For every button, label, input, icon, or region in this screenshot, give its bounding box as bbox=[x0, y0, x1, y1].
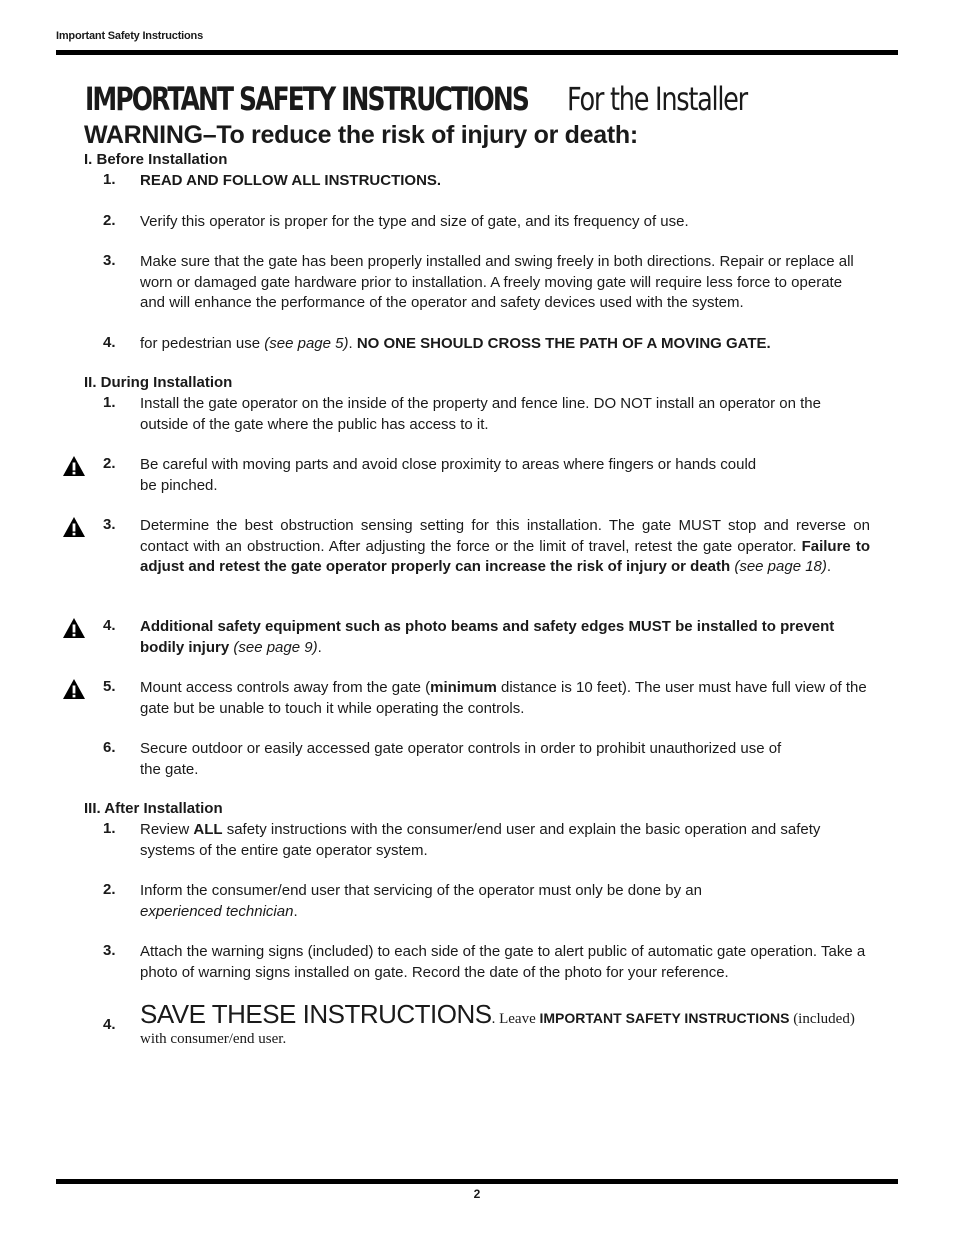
item-text: Mount access controls away from the gate ( bbox=[140, 679, 431, 696]
item-text: . bbox=[348, 335, 357, 352]
item-italic-text: experienced technician bbox=[140, 902, 294, 920]
section-heading-before: I. Before Installation bbox=[84, 151, 228, 168]
list-item-text bbox=[140, 617, 870, 658]
title-light: For the Installer bbox=[566, 80, 747, 118]
list-item-text: Install the gate operator on the inside of the property and fence line. DO NOT install an operator on the outside of the gate where the public has access to it. bbox=[140, 395, 821, 433]
list-item-text bbox=[140, 739, 870, 780]
item-text: safety instructions with the consumer/end user and explain the basic operation and safety systems of the entire gate operator system. bbox=[140, 821, 821, 859]
item-text: (included) bbox=[789, 1011, 855, 1027]
text-line: Be careful with moving parts and avoid close proximity to areas where fingers or hands could bbox=[140, 456, 757, 473]
text-line: Secure outdoor or easily accessed gate operator controls in order to prohibit unauthorized use of bbox=[140, 740, 782, 757]
list-item-text bbox=[140, 334, 870, 355]
item-text: Review bbox=[140, 821, 194, 838]
item-number: 4. bbox=[103, 1016, 116, 1033]
item-bold-text: Failure to adjust and retest the gate operator properly can increase the risk of injury or death bbox=[140, 537, 870, 575]
page-reference: (see page 5) bbox=[264, 335, 349, 352]
item-bold-text: Additional safety equipment such as photo beams and safety edges MUST be installed to prevent bodily injury bbox=[140, 618, 835, 656]
item-text: . bbox=[293, 902, 298, 920]
list-item-text bbox=[140, 171, 870, 192]
item-text: distance is 10 feet). The user must have full view of the gate but be unable to touch it while operating the controls. bbox=[140, 679, 867, 717]
text-line: Inform the consumer/end user that servicing of the operator must only be done by an bbox=[140, 882, 702, 899]
running-head: Important Safety Instructions bbox=[56, 30, 203, 42]
item-bold-text: IMPORTANT SAFETY INSTRUCTIONS bbox=[539, 1010, 790, 1026]
item-number: 3. bbox=[103, 942, 116, 959]
warning-triangle-icon bbox=[62, 455, 86, 477]
item-bold-text: ALL bbox=[193, 821, 223, 838]
item-number: 1. bbox=[103, 394, 116, 411]
list-item-text bbox=[140, 881, 870, 922]
page-title bbox=[85, 80, 792, 118]
item-number: 2. bbox=[103, 455, 116, 472]
warning-triangle-icon bbox=[62, 516, 86, 538]
item-number: 4. bbox=[103, 617, 116, 634]
warning-triangle-icon bbox=[62, 678, 86, 700]
title-bold: IMPORTANT SAFETY INSTRUCTIONS bbox=[85, 80, 529, 118]
text-line: be pinched. bbox=[140, 476, 218, 494]
item-text: . bbox=[317, 638, 322, 656]
item-bold-text: NO ONE SHOULD CROSS THE PATH OF A MOVING GATE. bbox=[356, 335, 771, 352]
list-item-text: Verify this operator is proper for the type and size of gate, and its frequency of use. bbox=[140, 213, 689, 230]
item-bold-text: READ AND FOLLOW ALL INSTRUCTIONS. bbox=[140, 172, 442, 189]
item-number: 2. bbox=[103, 881, 116, 898]
item-text: Determine the best obstruction sensing setting for this installation. The gate MUST stop and reverse on contact with an obstruction. After adjusting the force or the limit of travel, retest the gate operator. bbox=[140, 517, 870, 555]
list-item-text bbox=[140, 516, 870, 578]
list-item-text bbox=[140, 678, 870, 719]
item-number: 2. bbox=[103, 212, 116, 229]
header-rule bbox=[56, 50, 898, 55]
list-item-text: Attach the warning signs (included) to each side of the gate to alert public of automatic gate operation. Take a photo of warning signs installed on gate. Record the date of the photo for your reference. bbox=[140, 943, 866, 981]
warning-heading: WARNING–To reduce the risk of injury or death: bbox=[84, 121, 638, 149]
list-item-text: Make sure that the gate has been properly installed and swing freely in both directions. Repair or replace all worn or damaged gate hardware prior to installation. A freely moving gate will require less force to operate and will enhance the performance of the operator and safety devices used with the system. bbox=[140, 253, 854, 311]
item-number: 1. bbox=[103, 171, 116, 188]
section-heading-during: II. During Installation bbox=[84, 374, 233, 391]
item-text: for pedestrian use bbox=[140, 335, 265, 352]
item-number: 4. bbox=[103, 334, 116, 351]
item-number: 3. bbox=[103, 516, 116, 533]
section-heading-after: III. After Installation bbox=[84, 800, 223, 817]
item-number: 3. bbox=[103, 252, 116, 269]
item-text: . bbox=[826, 558, 832, 575]
save-instructions-heading: SAVE THESE INSTRUCTIONS bbox=[140, 999, 492, 1029]
item-number: 5. bbox=[103, 678, 116, 695]
page-reference: (see page 9) bbox=[233, 638, 318, 656]
item-number: 1. bbox=[103, 820, 116, 837]
list-item-text bbox=[140, 999, 870, 1050]
footer-rule bbox=[56, 1179, 898, 1184]
list-item-text bbox=[140, 455, 870, 496]
warning-triangle-icon bbox=[62, 617, 86, 639]
item-bold-text: minimum bbox=[430, 679, 497, 696]
text-line: the gate. bbox=[140, 760, 199, 778]
item-text: . Leave bbox=[491, 1011, 540, 1027]
text-line bbox=[140, 999, 870, 1030]
page-reference: (see page 18) bbox=[734, 558, 827, 575]
list-item-text bbox=[140, 820, 870, 861]
item-number: 6. bbox=[103, 739, 116, 756]
text-line bbox=[140, 902, 870, 923]
text-line: with consumer/end user. bbox=[140, 1031, 287, 1047]
page-number: 2 bbox=[473, 1187, 481, 1201]
